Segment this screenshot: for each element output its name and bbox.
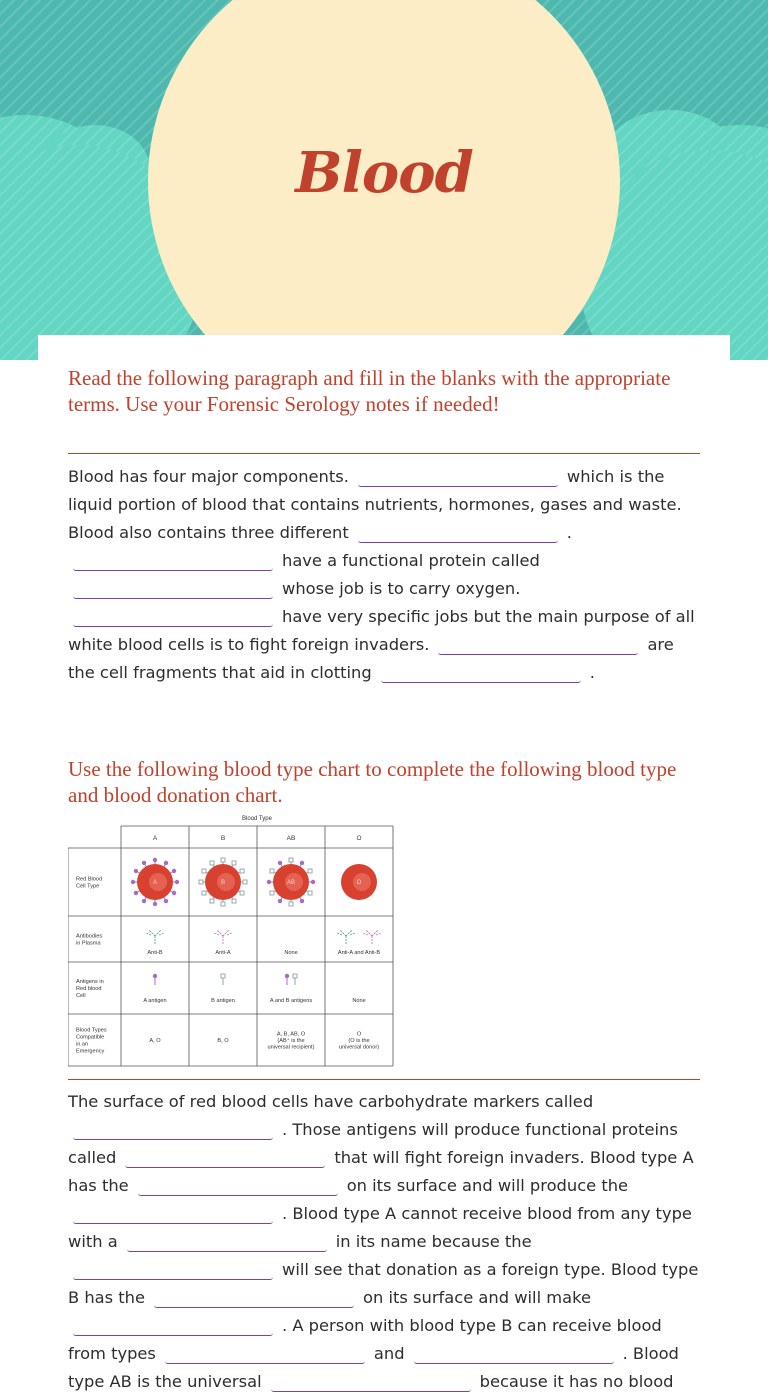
header-banner xyxy=(0,0,768,360)
antigen-b-marker xyxy=(270,891,274,895)
antigen-b-marker xyxy=(221,974,225,978)
fill-in-blank-input[interactable] xyxy=(154,1287,354,1308)
antigen-b-marker xyxy=(289,902,293,906)
fill-in-blank-input[interactable] xyxy=(358,522,558,543)
paragraph-line xyxy=(68,1172,704,1200)
antigen-a-marker xyxy=(172,891,176,895)
fill-in-blank-input[interactable] xyxy=(358,466,558,487)
paragraph-text: Blood also contains three different xyxy=(68,523,349,542)
antigen-a-marker xyxy=(300,899,304,903)
fill-in-blank-input[interactable] xyxy=(73,1203,273,1224)
paragraph-text: the cell fragments that aid in clotting xyxy=(68,663,372,682)
paragraph-line xyxy=(68,1116,704,1144)
row-label: Red Blood Cell Type xyxy=(76,876,103,890)
antigen-a-marker xyxy=(172,869,176,873)
section2-paragraph xyxy=(68,1088,704,1396)
antigen-b-marker xyxy=(202,869,206,873)
cell-type-label: O xyxy=(356,880,362,886)
paragraph-line xyxy=(68,1284,704,1312)
fill-in-blank-input[interactable] xyxy=(414,1343,614,1364)
antigen-b-marker xyxy=(243,880,247,884)
paragraph-text: have a functional protein called xyxy=(282,551,540,570)
paragraph-text: type AB is the universal xyxy=(68,1372,262,1391)
fill-in-blank-input[interactable] xyxy=(73,606,273,627)
row-label: Antibodies in Plasma xyxy=(76,933,103,947)
paragraph-text: . xyxy=(589,663,595,682)
paragraph-text: that will fight foreign invaders. Blood type A xyxy=(334,1148,694,1167)
paragraph-line xyxy=(68,1144,704,1172)
paragraph-text: because it has no blood xyxy=(479,1372,674,1391)
antigen-a-marker xyxy=(134,891,138,895)
paragraph-text: on its surface and will make xyxy=(363,1288,591,1307)
antigen-a-marker xyxy=(278,861,282,865)
paragraph-line xyxy=(68,575,704,603)
fill-in-blank-input[interactable] xyxy=(125,1147,325,1168)
antibody-label: None xyxy=(284,950,298,956)
row-label: Blood Types Compatible in an Emergency xyxy=(76,1027,107,1055)
cell-type-label: B xyxy=(220,880,226,886)
paragraph-line xyxy=(68,463,704,491)
paragraph-line xyxy=(68,1088,704,1116)
antigen-a-marker xyxy=(153,858,157,862)
page-title: Blood xyxy=(295,140,473,206)
paragraph-text: . Blood type A cannot receive blood from any type xyxy=(282,1204,692,1223)
paragraph-text: will see that donation as a foreign type. Blood type xyxy=(282,1260,699,1279)
worksheet-card xyxy=(38,335,730,1391)
paragraph-line xyxy=(68,603,704,631)
paragraph-text: white blood cells is to fight foreign invaders. xyxy=(68,635,430,654)
blood-type-chart xyxy=(68,813,398,1069)
fill-in-blank-input[interactable] xyxy=(73,578,273,599)
paragraph-text: on its surface and will produce the xyxy=(346,1176,629,1195)
compatibility-label: B, O xyxy=(217,1038,229,1044)
antigen-b-marker xyxy=(240,891,244,895)
paragraph-text: . Blood xyxy=(622,1344,679,1363)
antigen-b-marker xyxy=(293,974,297,978)
antigen-a-marker xyxy=(278,899,282,903)
fill-in-blank-input[interactable] xyxy=(381,662,581,683)
antigen-b-marker xyxy=(202,891,206,895)
antigen-a-marker xyxy=(142,899,146,903)
paragraph-text: with a xyxy=(68,1232,118,1251)
column-header: AB xyxy=(286,835,296,842)
paragraph-text: called xyxy=(68,1148,117,1167)
compatibility-label: A, O xyxy=(149,1038,161,1044)
antigen-label: B antigen xyxy=(211,998,235,1004)
compatibility-label: A, B, AB, O (AB⁺ is the universal recipient) xyxy=(267,1031,315,1051)
antigen-b-marker xyxy=(308,891,312,895)
antigen-b-marker xyxy=(270,869,274,873)
antibody-label: Anti-B xyxy=(147,950,163,956)
antibody-glyph xyxy=(146,930,164,944)
antigen-a-marker xyxy=(134,869,138,873)
antigen-b-marker xyxy=(240,869,244,873)
row-label: Antigens in Red blood Cell xyxy=(76,979,104,999)
paragraph-line xyxy=(68,547,704,575)
antibody-label: Anti-A xyxy=(215,950,231,956)
fill-in-blank-input[interactable] xyxy=(127,1231,327,1252)
antigen-a-marker xyxy=(175,880,179,884)
paragraph-text: which is the xyxy=(566,467,665,486)
antibody-label: Anti-A and Anti-B xyxy=(337,950,381,956)
paragraph-text: The surface of red blood cells have carbohydrate markers called xyxy=(68,1092,594,1111)
antigen-a-marker xyxy=(267,880,271,884)
antigen-a-marker xyxy=(311,880,315,884)
fill-in-blank-input[interactable] xyxy=(438,634,638,655)
paragraph-line xyxy=(68,1368,704,1396)
antigen-label: A and B antigens xyxy=(269,998,313,1004)
antigen-b-marker xyxy=(289,858,293,862)
paragraph-line xyxy=(68,1228,704,1256)
red-blood-cell-center xyxy=(217,873,235,891)
paragraph-text: . Those antigens will produce functional proteins xyxy=(282,1120,678,1139)
section2-instruction: Use the following blood type chart to complete the following blood type and blood donation chart. xyxy=(68,757,677,807)
antibody-glyph xyxy=(337,930,355,944)
paragraph-text: in its name because the xyxy=(335,1232,532,1251)
paragraph-text: . A person with blood type B can receive blood xyxy=(282,1316,662,1335)
paragraph-line xyxy=(68,1200,704,1228)
antigen-b-marker xyxy=(232,861,236,865)
paragraph-text: has the xyxy=(68,1176,129,1195)
paragraph-text: Blood has four major components. xyxy=(68,467,349,486)
column-header: B xyxy=(220,835,226,842)
paragraph-text: whose job is to carry oxygen. xyxy=(282,579,521,598)
paragraph-text: liquid portion of blood that contains nutrients, hormones, gases and waste. xyxy=(68,495,682,514)
paragraph-text: have very specific jobs but the main purpose of all xyxy=(282,607,695,626)
section1-divider xyxy=(68,453,700,454)
fill-in-blank-input[interactable] xyxy=(271,1371,471,1392)
antigen-a-marker xyxy=(285,974,289,978)
fill-in-blank-input[interactable] xyxy=(73,1315,273,1336)
fill-in-blank-input[interactable] xyxy=(73,550,273,571)
paragraph-line xyxy=(68,519,704,547)
antigen-a-marker xyxy=(142,861,146,865)
antigen-b-marker xyxy=(210,861,214,865)
chart-title: Blood Type xyxy=(242,816,272,822)
antigen-b-marker xyxy=(308,869,312,873)
paragraph-line xyxy=(68,1340,704,1368)
paragraph-text: . xyxy=(566,523,572,542)
antigen-a-marker xyxy=(131,880,135,884)
antigen-a-marker xyxy=(153,974,157,978)
compatibility-label: O (O is the universal donor) xyxy=(338,1031,380,1051)
section1-instruction: Read the following paragraph and fill in the blanks with the appropriate terms. Use your Forensic Serology notes if needed! xyxy=(68,366,671,416)
fill-in-blank-input[interactable] xyxy=(138,1175,338,1196)
paragraph-text: are xyxy=(647,635,674,654)
fill-in-blank-input[interactable] xyxy=(165,1343,365,1364)
antigen-a-marker xyxy=(164,899,168,903)
section1-paragraph xyxy=(68,463,704,687)
column-header: A xyxy=(152,835,158,842)
antibody-glyph xyxy=(363,930,381,944)
paragraph-text: and xyxy=(373,1344,405,1363)
antigen-b-marker xyxy=(199,880,203,884)
paragraph-text: from types xyxy=(68,1344,156,1363)
cell-type-label: AB xyxy=(286,880,296,886)
antigen-label: A antigen xyxy=(143,998,167,1004)
antigen-a-marker xyxy=(164,861,168,865)
antigen-a-marker xyxy=(153,902,157,906)
paragraph-line xyxy=(68,1256,704,1284)
fill-in-blank-input[interactable] xyxy=(73,1119,273,1140)
cell-type-label: A xyxy=(152,880,158,886)
paragraph-line xyxy=(68,491,704,519)
paragraph-line xyxy=(68,1312,704,1340)
antigen-b-marker xyxy=(221,902,225,906)
red-blood-cell-center xyxy=(149,873,167,891)
antigen-a-marker xyxy=(300,861,304,865)
fill-in-blank-input[interactable] xyxy=(73,1259,273,1280)
section2-divider xyxy=(68,1079,700,1080)
antigen-b-marker xyxy=(232,899,236,903)
paragraph-text: B has the xyxy=(68,1288,146,1307)
column-header: O xyxy=(356,835,362,842)
paragraph-line xyxy=(68,631,704,659)
antigen-label: None xyxy=(352,998,366,1004)
paragraph-line xyxy=(68,659,704,687)
antigen-b-marker xyxy=(210,899,214,903)
antigen-b-marker xyxy=(221,858,225,862)
antibody-glyph xyxy=(214,930,232,944)
